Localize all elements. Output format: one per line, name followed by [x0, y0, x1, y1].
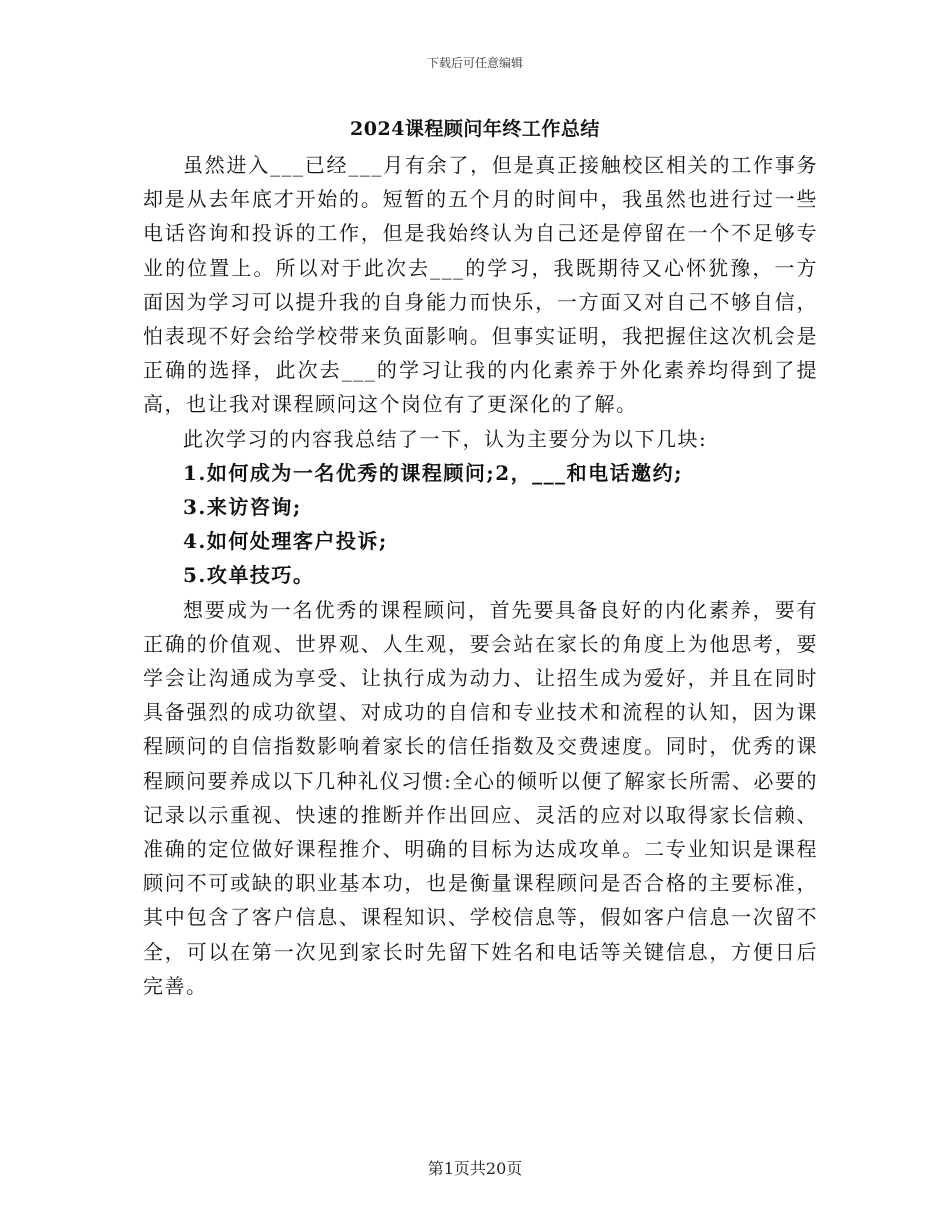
- list-item-3: 4.如何处理客户投诉;: [183, 529, 388, 554]
- paragraph-main: 想要成为一名优秀的课程顾问，首先要具备良好的内化素养，要有正确的价值观、世界观、人生观，要会站在家长的角度上为他思考，要学会让沟通成为享受、让执行成为动力、让招生成为爱好，并且在同时具备强烈的成功欲望、对成功的自信和专业技术和流程的认知，因为课程顾问的自信指数影响着家长的信任指数及交费速度。同时，优秀的课程顾问要养成以下几种礼仪习惯:全心的倾听以便了解家长所需、必要的记录以示重视、快速的推断并作出回应、灵活的应对以取得家长信赖、准确的定位做好课程推介、明确的目标为达成攻单。二专业知识是课程顾问不可或缺的职业基本功，也是衡量课程顾问是否合格的主要标准，其中包含了客户信息、课程知识、学校信息等，假如客户信息一次留不全，可以在第一次见到家长时先留下姓名和电话等关键信息，方便日后完善。: [143, 597, 818, 998]
- paragraph-intro: 虽然进入___已经___月有余了，但是真正接触校区相关的工作事务却是从去年底才开始的。短暂的五个月的时间中，我虽然也进行过一些电话咨询和投诉的工作，但是我始终认为自己还是停留在一个不足够专业的位置上。所以对于此次去___的学习，我既期待又心怀犹豫，一方面因为学习可以提升我的自身能力而快乐，一方面又对自己不够自信，怕表现不好会给学校带来负面影响。但事实证明，我把握住这次机会是正确的选择，此次去___的学习让我的内化素养于外化素养均得到了提高，也让我对课程顾问这个岗位有了更深化的了解。: [143, 153, 818, 417]
- list-item-1: 1.如何成为一名优秀的课程顾问;2，___和电话邀约;: [183, 460, 684, 485]
- list-item-4: 5.攻单技巧。: [183, 563, 315, 588]
- document-title: 2024课程顾问年终工作总结: [350, 118, 600, 140]
- paragraph-summary-lead: 此次学习的内容我总结了一下，认为主要分为以下几块:: [183, 426, 708, 451]
- list-item-2: 3.来访咨询;: [183, 495, 302, 520]
- page-header-note: 下载后可任意编辑: [426, 56, 523, 70]
- page-number: 第1页共20页: [427, 1159, 523, 1178]
- document-body: [143, 148, 818, 1003]
